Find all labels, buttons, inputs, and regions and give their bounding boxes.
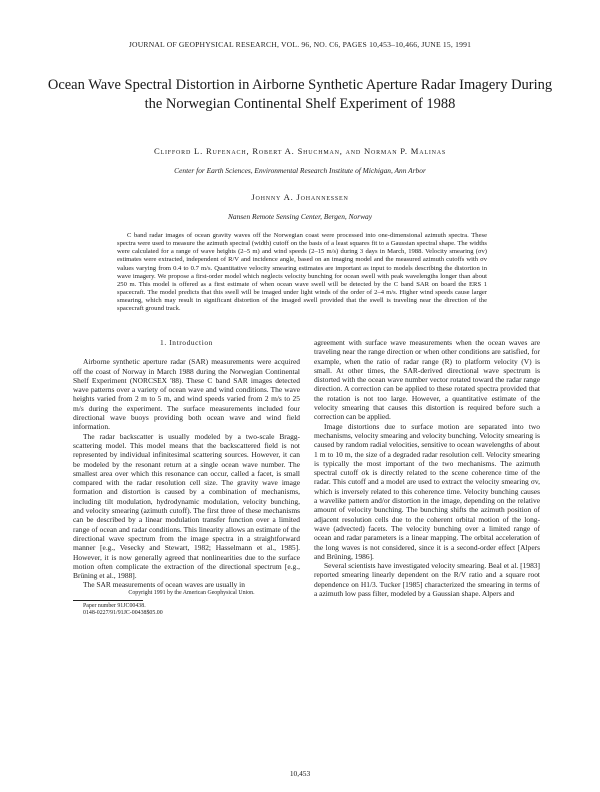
author-secondary: Johnny A. Johannessen <box>251 192 349 202</box>
author-list: Clifford L. Rufenach, Robert A. Shuchman, and Norman P. Malinas <box>153 146 447 156</box>
article-title: Ocean Wave Spectral Distortion in Airborne Synthetic Aperture Radar Imagery During the Norwegian Continental Shelf Experiment of 1988 <box>47 77 553 112</box>
paper-number: Paper number 91JC00438. <box>83 602 146 609</box>
running-head: JOURNAL OF GEOPHYSICAL RESEARCH, VOL. 96, NO. C6, PAGES 10,453–10,466, JUNE 15, 1991 <box>128 40 472 49</box>
abstract-text: C band radar images of ocean gravity waves off the Norwegian coast were processed into one-dimensional azimuth spectra. These spectra were used to measure the azimuth spectral (width) cutoff on the basis of a least squares fit to a Gaussian spectral shape. The widths were calculated for a range of wave heights (2–5 m) and wind speeds (2–15 m/s) during 3 days in March, 1988. Velocity smearing (σv) estimates were extracted, independent of R/V and incidence angle, based on an imaging model and the measured azimuth cutoffs with σv values varying from 0.4 to 0.7 m/s. Quantitative velocity smearing estimates are important as input to models describing the distortion in wave imagery. We propose a first-order model which neglects velocity bunching for ocean swell with peak wavelengths longer than about 250 m. This model is offered as a first estimate of when ocean wave swell will be detected by the C band SAR on board the ERS 1 spacecraft. The model predicts that this swell will be imaged under light winds of the order of 2–4 m/s. Higher wind speeds cause larger smearing, which may result in significant distortion of the imaged swell provided that the swell is traveling near the direction of the spacecraft ground track. <box>117 232 487 313</box>
paragraph: agreement with surface wave measurements when the ocean waves are traveling near the range direction or when other conditions are satisfied, for example, when the ratio of radar range (R) to platform velocity (V) is small. At other times, the SAR-derived directional wave spectrum is distorted with the ocean wave number vector rotated toward the radar range direction. A correction can be applied to these rotated spectra provided that the rotation is not too large. However, a quantitative estimate of the velocity smearing that causes this distortion is required before such a correction can be applied. <box>314 338 540 422</box>
left-column <box>73 338 300 617</box>
abstract <box>117 232 487 314</box>
paragraph: Image distortions due to surface motion are separated into two mechanisms, velocity smearing and velocity bunching. Velocity smearing is caused by random radial velocities, sensitive to ocean wavelengths of about 1 m to 10 m, the size of a degraded radar resolution cell. Velocity smearing is typically the most important of the two mechanisms. The azimuth spectral cutoff σk is directly related to the scene coherence time of the radar. This cutoff and a model are used to extract the velocity smearing σv, which is inversely related to this coherence time. Velocity bunching causes a wavelike pattern and/or distortion in the image, depending on the relative amount of velocity bunching. The bunching shifts the azimuth position of adjacent resolution cells due to the coherent orbital motion of the long-wave (advected) facets. The velocity bunching over a limited range of ocean and radar parameters is a linear mapping. The orbital acceleration of the long waves is not considered, since it is a second-order effect [Alpers and Brüning, 1986]. <box>314 421 540 561</box>
section-heading: 1. Introduction <box>160 338 213 347</box>
right-column <box>314 338 540 598</box>
footnote-divider <box>73 600 143 601</box>
affiliation-primary: Center for Earth Sciences, Environmental Research Institute of Michigan, Ann Arbor <box>174 166 426 175</box>
affiliation-secondary: Nansen Remote Sensing Center, Bergen, Norway <box>227 212 373 221</box>
paragraph: Several scientists have investigated velocity smearing. Beal et al. [1983] reported smearing linearly dependent on the R/V ratio and a square root dependence on H1/3. Tucker [1985] characterized the smearing in terms of a azimuth low pass filter, modeled by a Gaussian shape. Alpers and <box>314 561 540 599</box>
paragraph: The radar backscatter is usually modeled by a two-scale Bragg-scattering model. This model means that the backscattered field is not represented by individual infinitesimal scattering sources. However, it can be modeled by the resonant return at a single ocean wave number. The smallest area over which this resonance can occur, called a facet, is small compared with the radar resolution cell size. The gravity wave image formation and distortion is caused by a combination of mechanisms, including tilt modulation, hydrodynamic modulation, velocity bunching, and velocity smearing (azimuth cutoff). The first three of these mechanisms can be described by a linear modulation transfer function over a limited range of ocean and radar conditions. This linearity allows an estimate of the directional wave spectrum from the image spectra in a straightforward manner [e.g., Vesecky and Stewart, 1982; Hasselmann et al., 1985]. However, it is now generally agreed that nonlinearities due to the surface motion often complicate the extraction of the directional spectrum [e.g., Brüning et al., 1988]. <box>73 431 300 581</box>
paragraph: Airborne synthetic aperture radar (SAR) measurements were acquired off the coast of Norway in March 1988 during the Norwegian Continental Shelf Experiment (NORCSEX '88). These C band SAR images detected wave patterns over a variety of ocean wave and wind conditions. The wave heights varied from 2 m to 5 m, and wind speeds varied from 2 m/s to 25 m/s during the experiment. The surface measurements included four directional wave buoys providing both ocean wave and wind field information. <box>73 357 300 432</box>
paragraph: The SAR measurements of ocean waves are usually in <box>83 580 245 590</box>
issn-code: 0148-0227/91/91JC-00438$05.00 <box>83 610 163 617</box>
copyright-note: Copyright 1991 by the American Geophysical Union. <box>128 589 255 596</box>
page-number: 10,453 <box>289 769 311 778</box>
